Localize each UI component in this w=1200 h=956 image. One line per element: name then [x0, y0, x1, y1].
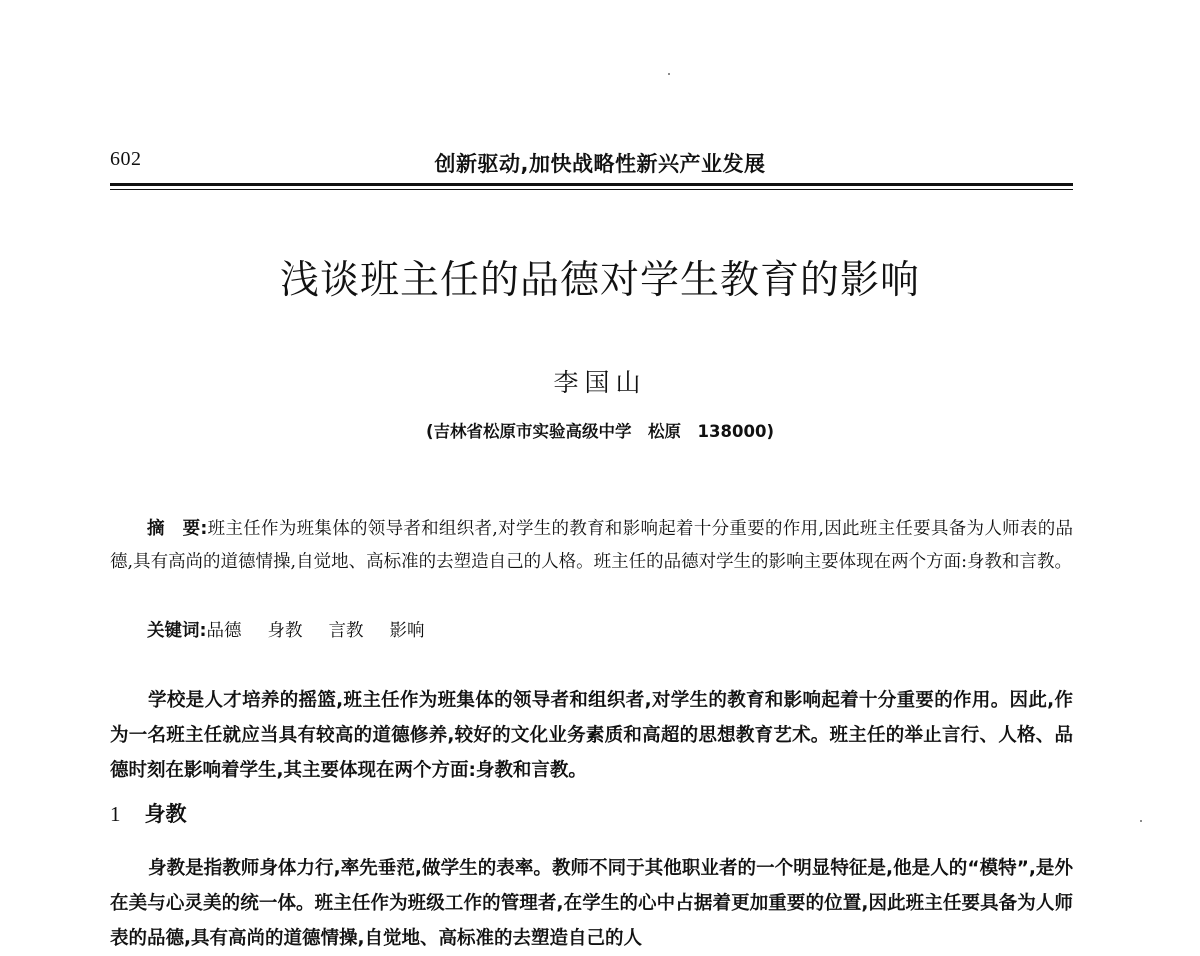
keyword: 言教 [328, 621, 364, 641]
abstract-label: 摘 要: [147, 519, 208, 539]
scan-speck [1140, 820, 1142, 822]
article-title: 浅谈班主任的品德对学生教育的影响 [279, 258, 920, 303]
section-title: 身教 [144, 802, 187, 826]
keywords [147, 618, 451, 644]
section-1-paragraph: 身教是指教师身体力行,率先垂范,做学生的表率。教师不同于其他职业者的一个明显特征是,他是人的“模特”,是外在美与心灵美的统一体。班主任作为班级工作的管理者,在学生的心中占据着更加重要的位置,因此班主任要具备为人师表的品德,具有高尚的道德情操,自觉地、高标准的去塑造自己的人 [110, 858, 1073, 949]
header-rule-thin [110, 189, 1073, 190]
keywords-label: 关键词: [147, 621, 207, 641]
keyword: 身教 [267, 621, 303, 641]
author-name: 李国山 [553, 368, 647, 397]
intro-paragraph: 学校是人才培养的摇篮,班主任作为班集体的领导者和组织者,对学生的教育和影响起着十分重要的作用。因此,作为一名班主任就应当具有较高的道德修养,较好的文化业务素质和高超的思想教育艺术。班主任的举止言行、人格、品德时刻在影响着学生,其主要体现在两个方面:身教和言教。 [110, 690, 1073, 781]
running-title: 创新驱动,加快战略性新兴产业发展 [434, 152, 766, 176]
header-rule-thick [110, 183, 1073, 186]
section-heading [110, 798, 187, 828]
abstract-text: 班主任作为班集体的领导者和组织者,对学生的教育和影响起着十分重要的作用,因此班主任要具备为人师表的品德,具有高尚的道德情操,自觉地、高标准的去塑造自己的人格。班主任的品德对学生的影响主要体现在两个方面:身教和言教。 [110, 519, 1074, 572]
section-number: 1 [110, 802, 121, 826]
author-affiliation: (吉林省松原市实验高级中学 松原 138000) [426, 422, 774, 441]
abstract [110, 513, 1073, 579]
keyword: 品德 [206, 621, 242, 641]
page-number: 602 [110, 148, 142, 170]
scan-speck [668, 73, 670, 75]
keyword: 影响 [389, 621, 425, 641]
